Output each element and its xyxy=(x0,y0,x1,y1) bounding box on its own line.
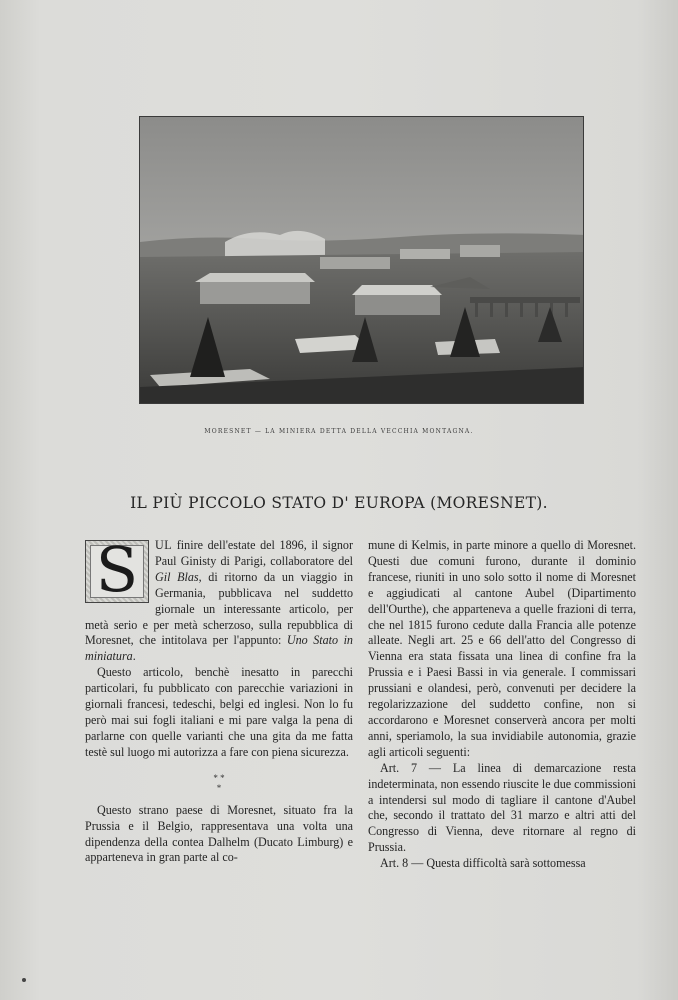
paragraph: UL finire dell'estate del 1896, il signor Paul Ginisty di Parigi, collaboratore del Gil Blas, di ritorno da un viaggio in Germania, pubblicava nel suddetto giornale un interessante articolo, per metà serio e per metà scherzoso, sulla repubblica di Moresnet, che intitolava per l'appunto: Uno Stato in miniatura. xyxy=(85,538,353,664)
dropcap-letter: S xyxy=(95,533,139,606)
section-separator: * * * xyxy=(213,772,225,793)
photograph-moresnet-mine xyxy=(139,116,584,404)
photo-caption: MORESNET — LA MINIERA DETTA DELLA VECCHIA MONTAGNA. xyxy=(204,428,474,435)
right-column xyxy=(368,538,636,872)
paragraph: mune di Kelmis, in parte minore a quello di Moresnet. Questi due comuni furono, durante il dominio francese, riuniti in uno solo sotto il nome di Moresnet e aggiudicati al cantone Aubel (Dipartimento dell'Ourthe), che apparteneva a quelle frazioni di terra, che nel 1815 furono cedute dalla Francia alle potenze alleate. Negli art. 25 e 66 dell'atto del Congresso di Vienna era stata fissata una linea di confine fra la Prussia e i Paesi Bassi in via generale. I commissari prussiani e olandesi, però, convenuti per decidere la regolarizzazione del suddetto confine, non si accordarono e Moresnet conserverà ancora per molti anni, speriamolo, la sua invidiabile autonomia, grazie agli articoli seguenti: xyxy=(368,538,636,759)
paragraph: Art. 7 — La linea di demarcazione resta indeterminata, non essendo riuscite le due commissioni a intendersi sul modo di tagliare il cantone d'Aubel che, secondo il trattato del 31 marzo e altri atti del Congresso di Vienna, deve ritornare al regno di Prussia. xyxy=(368,760,636,855)
decorative-initial xyxy=(85,533,149,606)
paragraph: Questo strano paese di Moresnet, situato fra la Prussia e il Belgio, rappresentava una volta una dipendenza della contea Dalhelm (Ducato Limburg) e apparteneva in gran parte al co- xyxy=(85,802,353,865)
landscape-photo xyxy=(140,117,584,404)
paragraph: Art. 8 — Questa difficoltà sarà sottomessa xyxy=(380,856,586,871)
page-mark xyxy=(22,978,26,982)
article-title: IL PIÙ PICCOLO STATO D' EUROPA (MORESNET). xyxy=(130,494,548,512)
paragraph: Questo articolo, benchè inesatto in parecchi particolari, fu pubblicato con parecchie variazioni in giornali francesi, tedeschi, belgi ed inglesi. Non lo fu però mai sui fogli italiani e mi pare valga la pena di parlarne con quelle varianti che una gita da me fatta testè sul luogo mi autorizza a fare con piena sicurezza. xyxy=(85,665,353,759)
left-column xyxy=(85,533,353,866)
